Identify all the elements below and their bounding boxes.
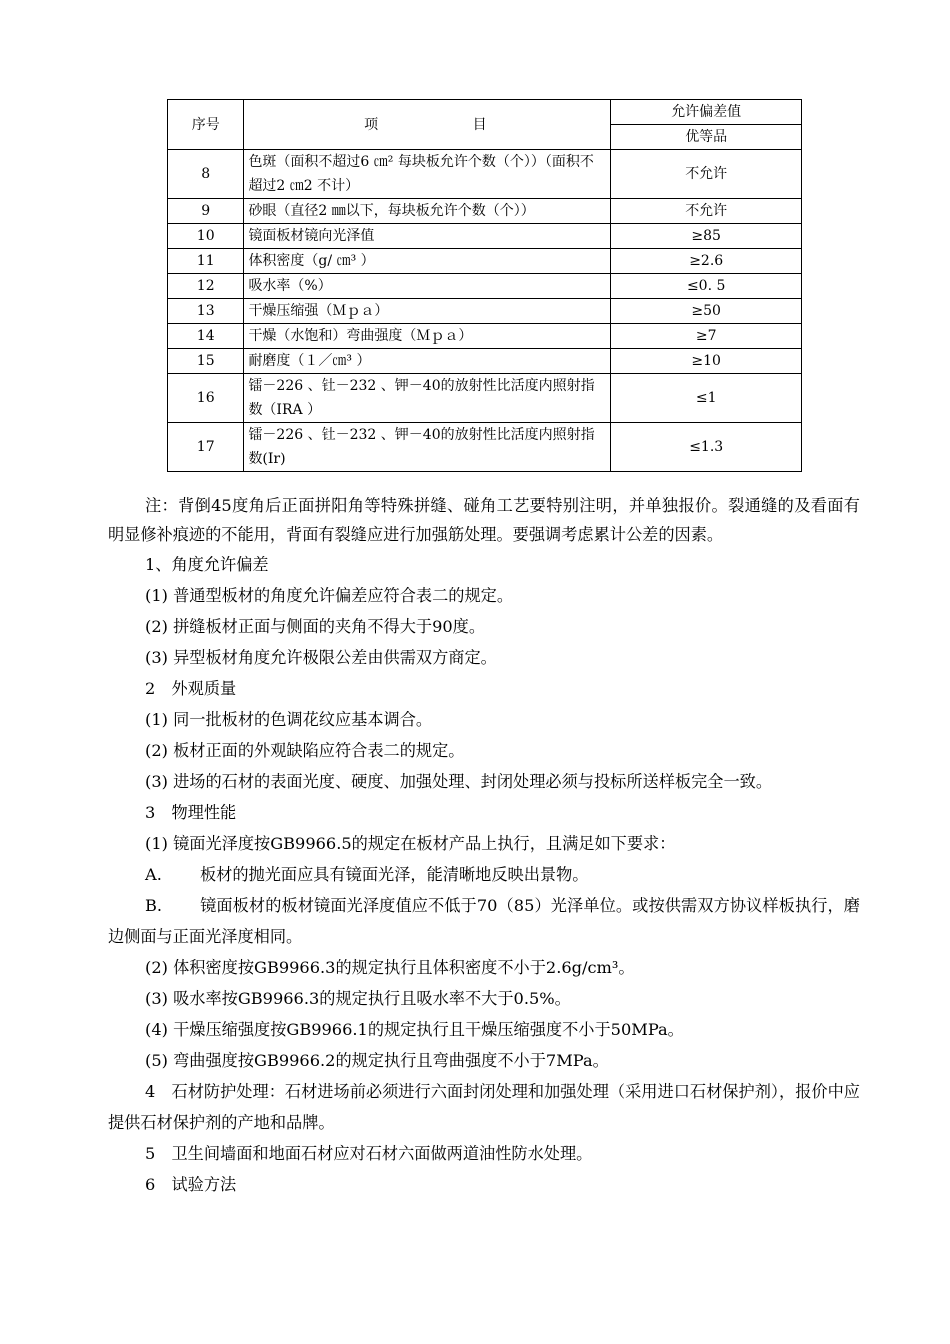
note-paragraph: 注：背倒45度角后正面拼阳角等特殊拼缝、碰角工艺要特别注明，并单独报价。裂通缝的及看面有明显修补痕迹的不能用，背面有裂缝应进行加强筋处理。要强调考虑累计公差的因素。 bbox=[108, 496, 860, 544]
row-value: ≥2.6 bbox=[611, 249, 802, 274]
table-row bbox=[168, 349, 802, 374]
table-row bbox=[168, 324, 802, 349]
list-label: A. bbox=[145, 865, 162, 884]
row-item: 体积密度（g/ ㎝³ ） bbox=[244, 249, 611, 274]
table-row bbox=[168, 274, 802, 299]
document-body bbox=[108, 491, 860, 1200]
paragraph: (3) 异型板材角度允许极限公差由供需双方商定。 bbox=[145, 648, 497, 667]
list-text: 板材的抛光面应具有镜面光泽，能清晰地反映出景物。 bbox=[200, 865, 589, 884]
paragraph: (1) 镜面光泽度按GB9966.5的规定在板材产品上执行，且满足如下要求： bbox=[145, 834, 676, 853]
row-no: 12 bbox=[168, 274, 244, 299]
row-value: ≤1.3 bbox=[611, 423, 802, 472]
row-no: 15 bbox=[168, 349, 244, 374]
row-no: 14 bbox=[168, 324, 244, 349]
row-item: 镭－226 、钍－232 、钾－40的放射性比活度内照射指数（IRA ） bbox=[244, 374, 611, 423]
row-item: 吸水率（%） bbox=[244, 274, 611, 299]
paragraph: (1) 普通型板材的角度允许偏差应符合表二的规定。 bbox=[145, 586, 514, 605]
row-no: 10 bbox=[168, 224, 244, 249]
header-group: 允许偏差值 bbox=[611, 100, 802, 125]
table-row bbox=[168, 249, 802, 274]
table-row bbox=[168, 150, 802, 199]
row-no: 17 bbox=[168, 423, 244, 472]
row-item: 镜面板材镜向光泽值 bbox=[244, 224, 611, 249]
section-heading: 6 试验方法 bbox=[145, 1175, 237, 1194]
list-text: 镜面板材的板材镜面光泽度值应不低于70（85）光泽单位。或按供需双方协议样板执行，磨边侧面与正面光泽度相同。 bbox=[108, 896, 860, 946]
row-no: 16 bbox=[168, 374, 244, 423]
paragraph: (2) 板材正面的外观缺陷应符合表二的规定。 bbox=[145, 741, 465, 760]
row-item: 干燥压缩强（Ｍｐａ） bbox=[244, 299, 611, 324]
row-value: ≥50 bbox=[611, 299, 802, 324]
row-item: 耐磨度（１／㎝³ ） bbox=[244, 349, 611, 374]
paragraph: (5) 弯曲强度按GB9966.2的规定执行且弯曲强度不小于7MPa。 bbox=[145, 1051, 609, 1070]
table-row bbox=[168, 224, 802, 249]
paragraph: (2) 拼缝板材正面与侧面的夹角不得大于90度。 bbox=[145, 617, 486, 636]
paragraph: (2) 体积密度按GB9966.3的规定执行且体积密度不小于2.6g/cm³。 bbox=[145, 958, 635, 977]
row-value: 不允许 bbox=[611, 150, 802, 199]
row-value: ≤1 bbox=[611, 374, 802, 423]
row-no: 13 bbox=[168, 299, 244, 324]
list-item bbox=[108, 859, 860, 890]
paragraph: (1) 同一批板材的色调花纹应基本调合。 bbox=[145, 710, 433, 729]
list-label: B. bbox=[145, 896, 163, 915]
list-item bbox=[108, 890, 860, 952]
paragraph: 4 石材防护处理：石材进场前必须进行六面封闭处理和加强处理（采用进口石材保护剂），报价中应提供石材保护剂的产地和品牌。 bbox=[108, 1082, 860, 1132]
header-no: 序号 bbox=[168, 100, 244, 150]
paragraph: (3) 进场的石材的表面光度、硬度、加强处理、封闭处理必须与投标所送样板完全一致。 bbox=[145, 772, 773, 791]
section-heading: 2 外观质量 bbox=[145, 679, 237, 698]
row-value: ≥10 bbox=[611, 349, 802, 374]
header-item: 项 目 bbox=[244, 100, 611, 150]
row-no: 9 bbox=[168, 199, 244, 224]
row-value: ≥85 bbox=[611, 224, 802, 249]
paragraph: (3) 吸水率按GB9966.3的规定执行且吸水率不大于0.5%。 bbox=[145, 989, 571, 1008]
row-value: 不允许 bbox=[611, 199, 802, 224]
table-row bbox=[168, 199, 802, 224]
row-item: 色斑（面积不超过6 ㎝² 每块板允许个数（个））（面积不超过2 ㎝2 不计） bbox=[244, 150, 611, 199]
row-value: ≥7 bbox=[611, 324, 802, 349]
spec-table bbox=[167, 99, 802, 472]
row-no: 11 bbox=[168, 249, 244, 274]
row-item: 砂眼（直径2 ㎜以下，每块板允许个数（个）） bbox=[244, 199, 611, 224]
row-item: 镭－226 、钍－232 、钾－40的放射性比活度内照射指数(Ir) bbox=[244, 423, 611, 472]
header-grade: 优等品 bbox=[611, 125, 802, 150]
section-heading: 1、角度允许偏差 bbox=[145, 555, 269, 574]
section-heading: 3 物理性能 bbox=[145, 803, 237, 822]
table-row bbox=[168, 374, 802, 423]
table-row bbox=[168, 299, 802, 324]
paragraph: (4) 干燥压缩强度按GB9966.1的规定执行且干燥压缩强度不小于50MPa。 bbox=[145, 1020, 684, 1039]
row-item: 干燥（水饱和）弯曲强度（Ｍｐａ） bbox=[244, 324, 611, 349]
table-row bbox=[168, 423, 802, 472]
row-value: ≤0. 5 bbox=[611, 274, 802, 299]
row-no: 8 bbox=[168, 150, 244, 199]
paragraph: 5 卫生间墙面和地面石材应对石材六面做两道油性防水处理。 bbox=[145, 1144, 593, 1163]
